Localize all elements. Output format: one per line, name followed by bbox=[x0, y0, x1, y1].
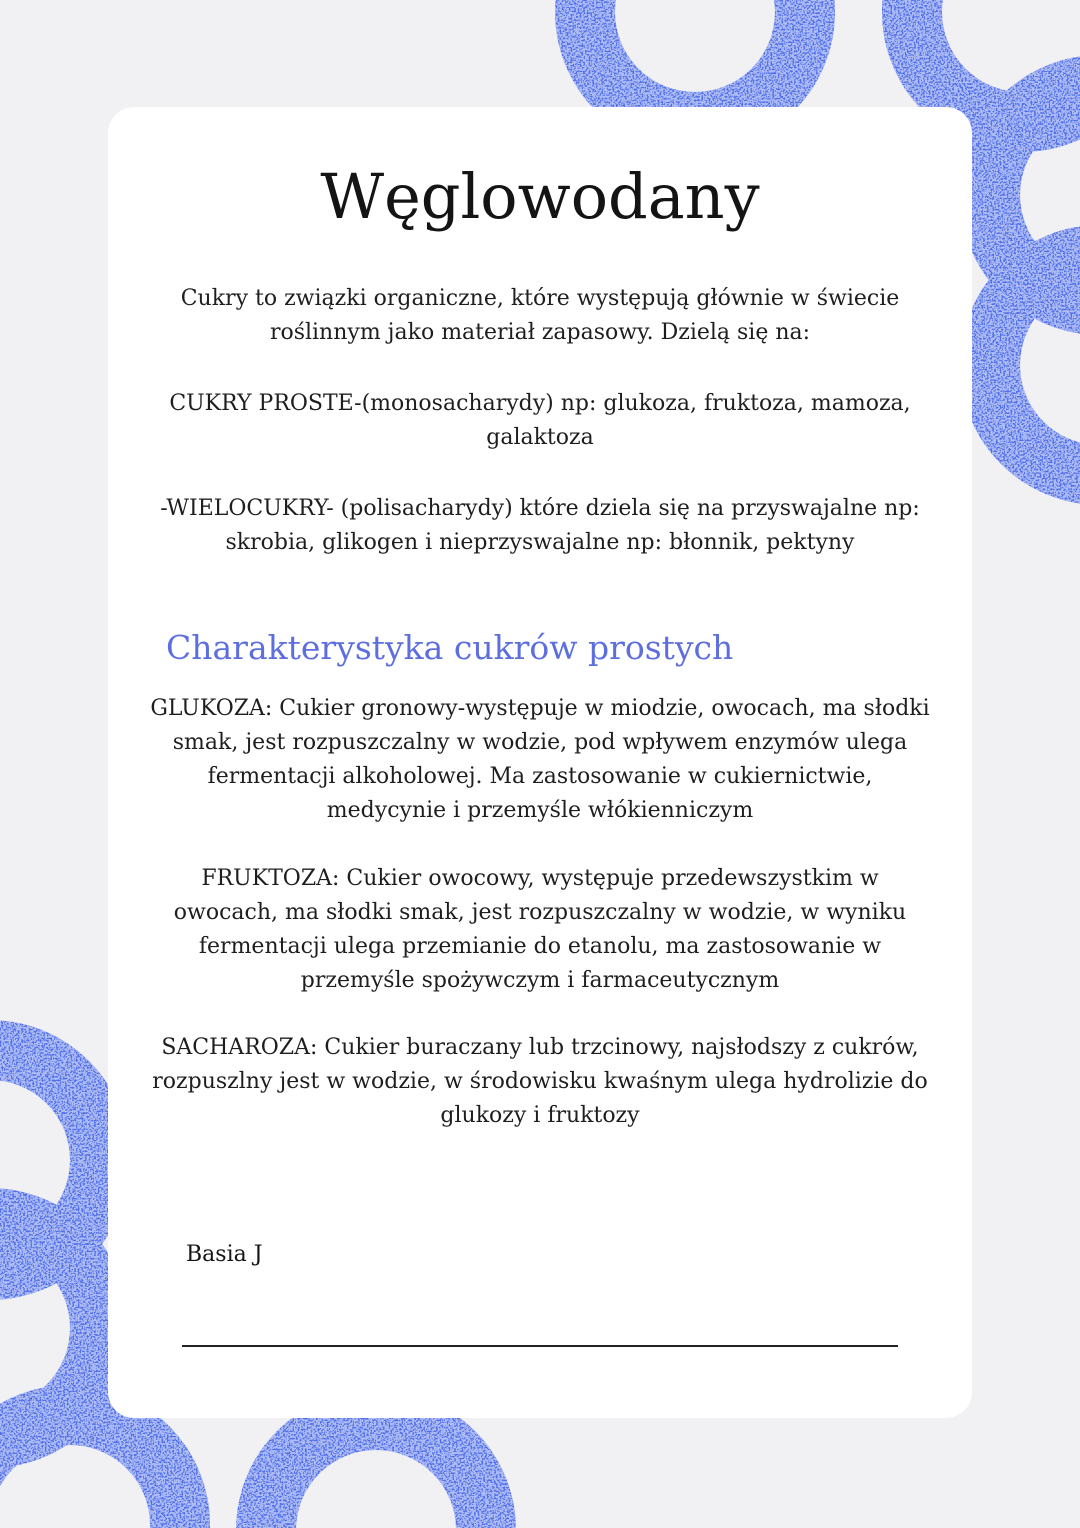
polysaccharides-paragraph: -WIELOCUKRY- (polisacharydy) które dziela się na przyswajalne np: skrobia, glikogen i nieprzyswajalne np: błonnik, pektyny bbox=[160, 496, 920, 555]
intro-paragraph: Cukry to związki organiczne, które występują głównie w świecie roślinnym jako materiał zapasowy. Dzielą się na: bbox=[180, 286, 900, 345]
section-heading: Charakterystyka cukrów prostych bbox=[166, 628, 734, 667]
fruktoza-paragraph: FRUKTOZA: Cukier owocowy, występuje przedewszystkim w owocach, ma słodki smak, jest rozpuszczalny w wodzie, w wyniku fermentacji ulega przemianie do etanolu, ma zastosowanie w przemyśle spożywczym i farmaceutycznym bbox=[173, 866, 907, 993]
page-title: Węglowodany bbox=[320, 160, 760, 233]
glukoza-paragraph: GLUKOZA: Cukier gronowy-występuje w miodzie, owocach, ma słodki smak, jest rozpuszczalny w wodzie, pod wpływem enzymów ulega fermentacji alkoholowej. Ma zastosowanie w cukiernictwie, medycynie i przemyśle włókienniczym bbox=[150, 696, 930, 823]
author-name: Basia J bbox=[186, 1242, 263, 1267]
signature-line bbox=[182, 1345, 898, 1347]
sacharoza-paragraph: SACHAROZA: Cukier buraczany lub trzcinowy, najsłodszy z cukrów, rozpuszlny jest w wodzie, w środowisku kwaśnym ulega hydrolizie do glukozy i fruktozy bbox=[152, 1035, 928, 1128]
simple-sugars-paragraph: CUKRY PROSTE-(monosacharydy) np: glukoza, fruktoza, mamoza, galaktoza bbox=[169, 391, 911, 450]
